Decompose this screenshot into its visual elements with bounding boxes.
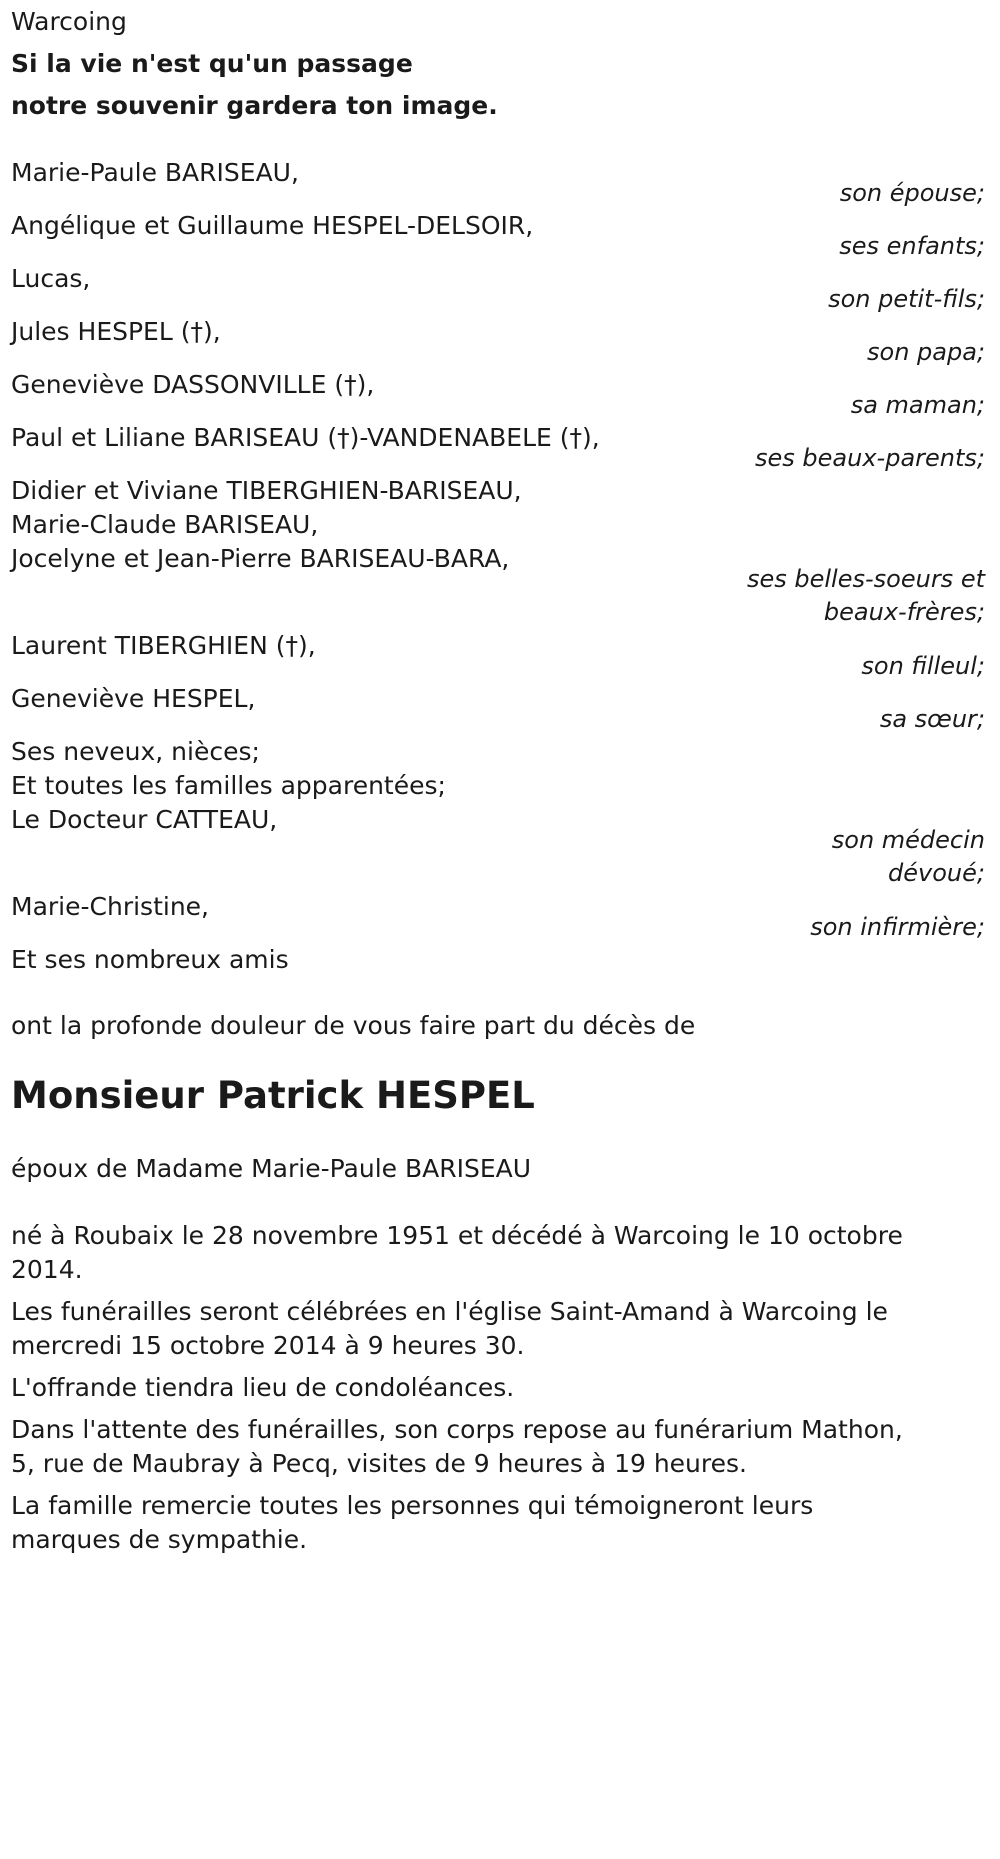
family-relation: son infirmière; — [810, 913, 985, 941]
family-name: Didier et Viviane TIBERGHIEN-BARISEAU, — [11, 476, 522, 505]
funeral-line: Les funérailles seront célébrées en l'église Saint-Amand à Warcoing le — [11, 1297, 888, 1326]
family-name: Paul et Liliane BARISEAU (†)-VANDENABELE (†), — [11, 423, 600, 452]
viewing-line: Dans l'attente des funérailles, son corps repose au funérarium Mathon, — [11, 1415, 903, 1444]
family-name: Geneviève DASSONVILLE (†), — [11, 370, 375, 399]
family-name: Jules HESPEL (†), — [11, 317, 221, 346]
thanks-line: marques de sympathie. — [11, 1525, 308, 1554]
family-name: Laurent TIBERGHIEN (†), — [11, 631, 316, 660]
family-relation: son médecin — [831, 826, 985, 854]
birth-death-line: né à Roubaix le 28 novembre 1951 et décédé à Warcoing le 10 octobre — [11, 1221, 903, 1250]
family-name: Marie-Christine, — [11, 892, 209, 921]
family-name: Angélique et Guillaume HESPEL-DELSOIR, — [11, 211, 534, 240]
family-relation: son épouse; — [839, 179, 985, 207]
funeral-line: mercredi 15 octobre 2014 à 9 heures 30. — [11, 1331, 525, 1360]
family-relation: beaux-frères; — [823, 598, 985, 626]
family-name: Et ses nombreux amis — [11, 945, 289, 974]
family-relation: ses belles-soeurs et — [746, 565, 985, 593]
location: Warcoing — [11, 7, 127, 36]
family-relation: sa sœur; — [879, 705, 985, 733]
verse-line-2: notre souvenir gardera ton image. — [11, 91, 498, 120]
family-name: Ses neveux, nièces; — [11, 737, 260, 766]
birth-death-line: 2014. — [11, 1255, 83, 1284]
family-relation: ses beaux-parents; — [755, 444, 985, 472]
deceased-name: Monsieur Patrick HESPEL — [11, 1074, 535, 1117]
family-name: Lucas, — [11, 264, 91, 293]
viewing-line: 5, rue de Maubray à Pecq, visites de 9 heures à 19 heures. — [11, 1449, 747, 1478]
announcement: ont la profonde douleur de vous faire part du décès de — [11, 1011, 696, 1040]
family-relation: son papa; — [867, 338, 985, 366]
condolences-line: L'offrande tiendra lieu de condoléances. — [11, 1373, 515, 1402]
spouse-line: époux de Madame Marie-Paule BARISEAU — [11, 1154, 532, 1183]
family-name: Et toutes les familles apparentées; — [11, 771, 446, 800]
family-name: Geneviève HESPEL, — [11, 684, 256, 713]
family-name: Jocelyne et Jean-Pierre BARISEAU-BARA, — [11, 544, 510, 573]
family-name: Marie-Claude BARISEAU, — [11, 510, 319, 539]
verse-line-1: Si la vie n'est qu'un passage — [11, 49, 413, 78]
family-relation: son petit-fils; — [828, 285, 985, 313]
family-relation: son filleul; — [861, 652, 985, 680]
family-name: Marie-Paule BARISEAU, — [11, 158, 299, 187]
family-relation: sa maman; — [850, 391, 985, 419]
family-name: Le Docteur CATTEAU, — [11, 805, 278, 834]
thanks-line: La famille remercie toutes les personnes qui témoigneront leurs — [11, 1491, 814, 1520]
family-relation: ses enfants; — [839, 232, 985, 260]
family-relation: dévoué; — [888, 859, 985, 887]
